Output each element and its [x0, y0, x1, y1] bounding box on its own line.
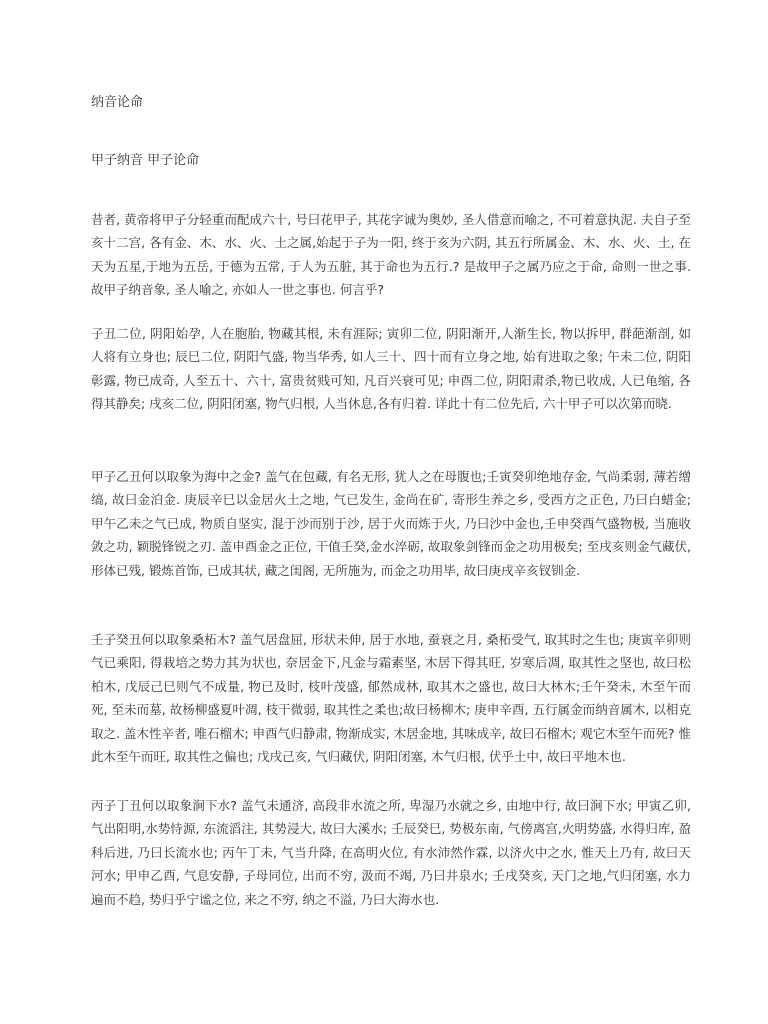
paragraph-twelve-positions: 子丑二位, 阴阳始孕, 人在胞胎, 物藏其根, 未有涯际; 寅卯二位, 阴阳渐开,人渐生长, 物以拆甲, 群葩渐剖, 如人将有立身也; 辰巳二位, 阴阳气盛, 物当华秀, 如人三十、四十而有立身之地, 始有进取之象; 午未二位, 阴阳彰露, 物已成奇, 人至五十、六十, 富贵贫贱可知, 凡百兴衰可见; 申酉二位, 阴阳肃杀,物已收成, 人已龟缩, 各得其静矣; 戌亥二位, 阴阳闭塞, 物气归根, 人当休息,各有归着. 详此十有二位先后, 六十甲子可以次第而晓.	[91, 326, 691, 412]
page-title: 纳音论命	[91, 95, 144, 110]
paragraph-metal: 甲子乙丑何以取象为海中之金? 盖气在包藏, 有名无形, 犹人之在母腹也;壬寅癸卯绝地存金, 气尚柔弱, 薄若缯缟, 故曰金泊金. 庚辰辛巳以金居火土之地, 气已发生, 金尚在矿, 寄形生养之乡, 受西方之正色, 乃曰白蜡金; 甲午乙未之气已成, 物质自坚实, 混于沙而别于沙, 居于火而炼于火, 乃曰沙中金也,壬申癸酉气盛物极, 当施收敛之功, 颖脱锋锐之刃. 盖申酉金之正位, 干值壬癸,金水淬砺, 故取象剑锋而金之功用极矣; 至戌亥则金气藏伏, 形体已残, 锻炼首饰, 已成其状, 藏之闺阁, 无所施为, 而金之功用毕, 故曰庚戌辛亥钗钏金.	[91, 469, 691, 578]
section-title: 甲子纳音 甲子论命	[91, 153, 200, 168]
paragraph-water: 丙子丁丑何以取象涧下水? 盖气未通济, 高段非水流之所, 卑湿乃水就之乡, 由地中行, 故曰涧下水; 甲寅乙卯, 气出阳明,水势恃源, 东流滔注, 其势浸大, 故曰大溪水; 壬辰癸巳, 势极东南, 气傍离宫,火明势盛, 水得归库, 盈科后进, 乃曰长流水也; 丙午丁未, 气当升降, 在高明火位, 有水沛然作霖, 以济火中之水, 惟天上乃有, 故曰天河水; 甲申乙酉, 气息安静, 子母同位, 出而不穷, 汲而不竭, 乃曰井泉水; 壬戌癸亥, 天门之地,气归闭塞, 水力遍而不趋, 势归乎宁谧之位, 来之不穷, 纳之不溢, 乃曰大海水也.	[91, 798, 691, 907]
paragraph-intro: 昔者, 黄帝将甲子分轻重而配成六十, 号曰花甲子, 其花字诚为奥妙, 圣人借意而喻之, 不可着意执泥. 夫自子至亥十二宫, 各有金、木、水、火、土之属,始起于子为一阳, 终于亥为六阴, 其五行所属金、木、水、火、土, 在天为五星,于地为五岳, 于德为五常, 于人为五脏, 其于命也为五行.? 是故甲子之属乃应之于命, 命则一世之事. 故甲子纳音象, 圣人喻之, 亦如人一世之事也. 何言乎?	[91, 212, 691, 298]
paragraph-wood: 壬子癸丑何以取象桑柘木? 盖气居盘屈, 形状未伸, 居于水地, 蚕衰之月, 桑柘受气, 取其时之生也; 庚寅辛卯则气已乘阳, 得栽培之势力其为状也, 奈居金下,凡金与霜素坚, 木居下得其旺, 岁寒后凋, 取其性之坚也, 故曰松柏木, 戊辰己巳则气不成量, 物已及时, 枝叶茂盛, 郁然成林, 取其木之盛也, 故曰大林木;壬午癸未, 木至午而死, 至未而墓, 故杨柳盛夏叶凋, 枝干微弱, 取其性之柔也;故曰杨柳木; 庚申辛酉, 五行属金而纳音属木, 以相克取之. 盖木性辛者, 唯石榴木; 申酉气归静肃, 物渐成实, 木居金地, 其味成辛, 故曰石榴木; 观它木至午而死? 惟此木至午而旺, 取其性之偏也; 戊戌己亥, 气归藏伏, 阴阳闭塞, 木气归根, 伏乎土中, 故曰平地木也.	[91, 632, 691, 765]
